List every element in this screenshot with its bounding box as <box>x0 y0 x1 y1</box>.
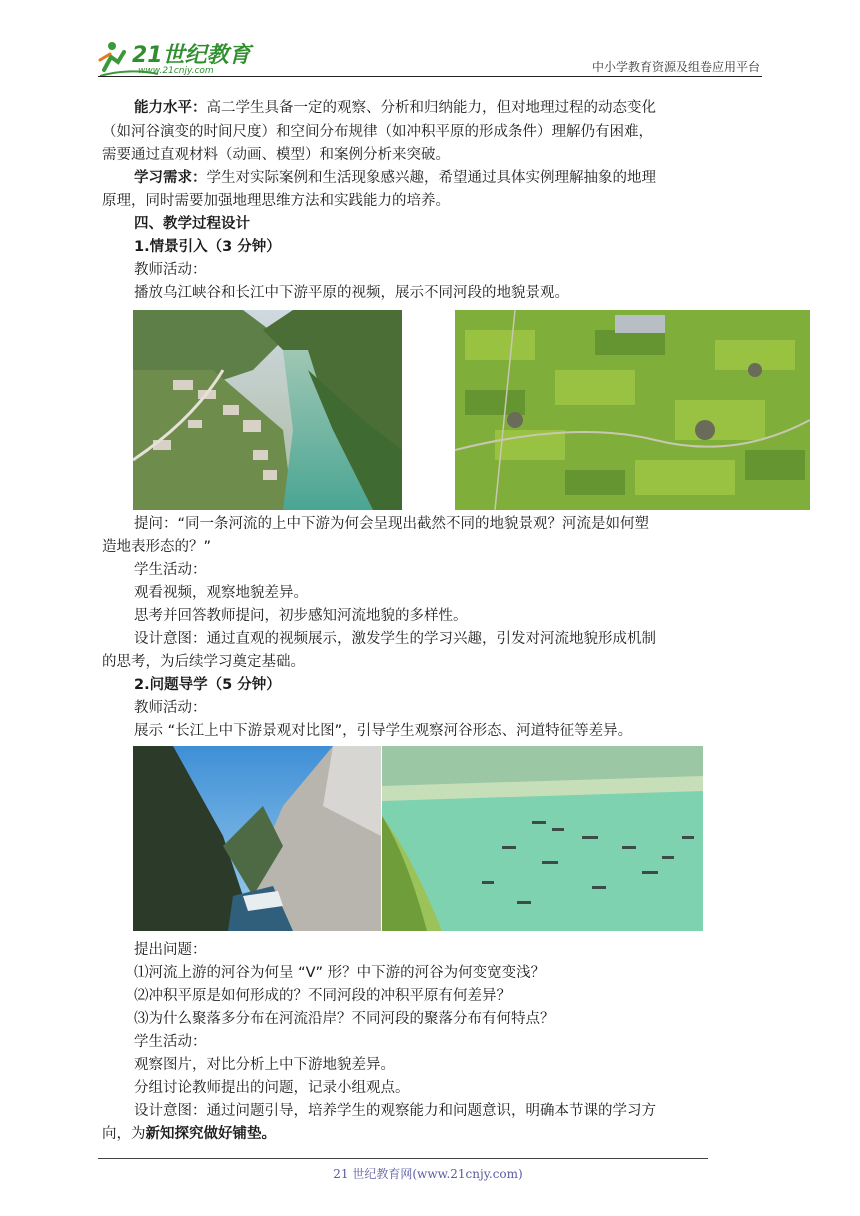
yangtze-plain-photo <box>455 310 810 510</box>
ability-label: 能力水平： <box>134 100 207 116</box>
teacher-text-2: 展示 “长江上中下游景观对比图”，引导学生观察河谷形态、河道特征等差异。 <box>134 723 633 739</box>
question-line-2: 造地表形态的？” <box>102 539 212 555</box>
need-text-1: 学生对实际案例和生活现象感兴趣，希望通过具体实例理解抽象的地理 <box>206 170 656 186</box>
design-intent-2b-plain: 向，为 <box>102 1126 146 1142</box>
site-logo[interactable] <box>98 38 258 78</box>
ability-line-1 <box>134 97 762 119</box>
design-intent-2b-bold: 新知探究做好铺垫。 <box>145 1126 276 1142</box>
question-1: ⑴河流上游的河谷为何呈 “V” 形？中下游的河谷为何变宽变浅？ <box>134 965 546 981</box>
student-label-2: 学生活动： <box>134 1034 207 1050</box>
student-activity-1b: 思考并回答教师提问，初步感知河流地貌的多样性。 <box>134 608 468 624</box>
design-intent-1b: 的思考，为后续学习奠定基础。 <box>102 654 305 670</box>
logo-url: www.21cnjy.com <box>138 66 214 76</box>
step1-title: 1.情景引入（3 分钟） <box>134 239 281 255</box>
question-3: ⑶为什么聚落多分布在河流沿岸？不同河段的聚落分布有何特点？ <box>134 1011 555 1027</box>
student-activity-2a: 观察图片，对比分析上中下游地貌差异。 <box>134 1057 395 1073</box>
ability-line-2: （如河谷演变的时间尺度）和空间分布规律（如冲积平原的形成条件）理解仍有困难， <box>102 124 653 140</box>
question-line-1: 提问：“同一条河流的上中下游为何会呈现出截然不同的地貌景观？河流是如何塑 <box>134 516 650 532</box>
ability-line-3: 需要通过直观材料（动画、模型）和案例分析来突破。 <box>102 147 450 163</box>
design-intent-1a: 设计意图：通过直观的视频展示，激发学生的学习兴趣，引发对河流地貌形成机制 <box>134 631 656 647</box>
need-line-2: 原理，同时需要加强地理思维方法和实践能力的培养。 <box>102 193 450 209</box>
teacher-label-2: 教师活动： <box>134 700 207 716</box>
need-label: 学习需求： <box>134 170 207 186</box>
ability-text-1: 高二学生具备一定的观察、分析和归纳能力，但对地理过程的动态变化 <box>206 100 656 116</box>
header-divider <box>98 76 762 77</box>
logo-text: 21世纪教育 <box>132 43 251 68</box>
upper-gorge-photo <box>133 746 381 931</box>
student-activity-1a: 观看视频，观察地貌差异。 <box>134 585 308 601</box>
section-heading: 四、教学过程设计 <box>134 216 250 232</box>
footer-link[interactable]: 21 世纪教育网(www.21cnjy.com) <box>333 1167 523 1181</box>
question-2: ⑵冲积平原是如何形成的？不同河段的冲积平原有何差异？ <box>134 988 511 1004</box>
design-intent-2a: 设计意图：通过问题引导，培养学生的观察能力和问题意识，明确本节课的学习方 <box>134 1103 656 1119</box>
need-line-1 <box>134 167 762 189</box>
wujiang-gorge-photo <box>133 310 402 510</box>
ask-label: 提出问题： <box>134 942 207 958</box>
student-activity-2b: 分组讨论教师提出的问题，记录小组观点。 <box>134 1080 410 1096</box>
teacher-label-1: 教师活动： <box>134 262 207 278</box>
student-label-1: 学生活动： <box>134 562 207 578</box>
teacher-text-1: 播放乌江峡谷和长江中下游平原的视频，展示不同河段的地貌景观。 <box>134 285 569 301</box>
footer-divider <box>98 1158 708 1159</box>
platform-name: 中小学教育资源及组卷应用平台 <box>591 60 760 74</box>
step2-title: 2.问题导学（5 分钟） <box>134 677 281 693</box>
design-intent-2b <box>102 1123 762 1145</box>
lower-river-photo <box>382 746 703 931</box>
